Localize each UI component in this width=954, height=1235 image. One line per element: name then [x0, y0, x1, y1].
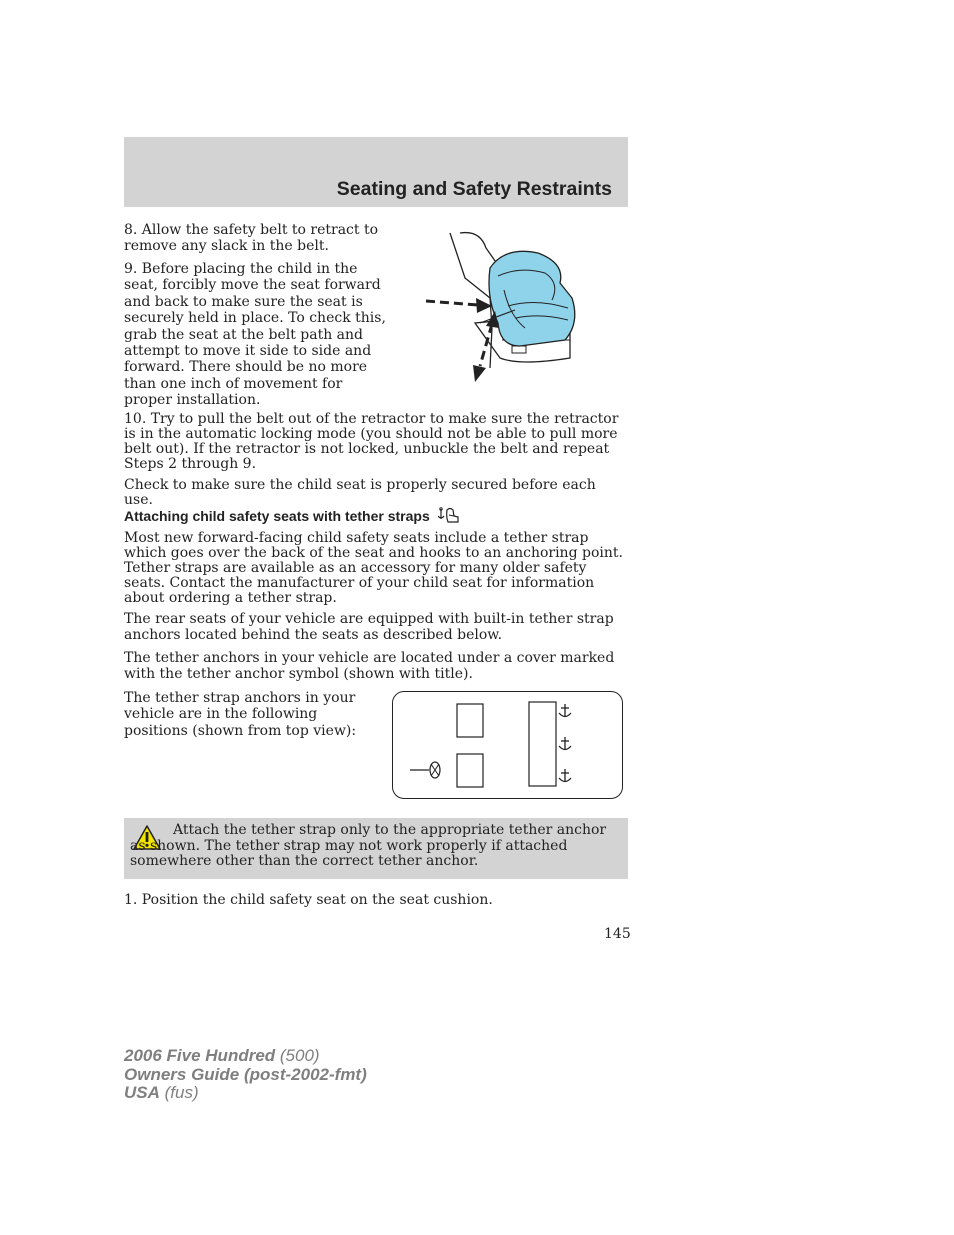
- warning-text: Attach the tether strap only to the appropriate tether anchor as shown. The tether strap may not work properly if attached somewhere other than the correct tether anchor.: [130, 822, 607, 870]
- anchor-icon-top: [559, 704, 571, 717]
- tether-heading-text: Attaching child safety seats with tether straps: [124, 508, 430, 524]
- anchor-diagram-drawing: [393, 692, 622, 798]
- page-title: Seating and Safety Restraints: [336, 178, 612, 200]
- step-8-text: 8. Allow the safety belt to retract to remove any slack in the belt.: [124, 222, 379, 255]
- step-10-text: 10. Try to pull the belt out of the retractor to make sure the retractor is in the automatic locking mode (you should not be able to pull more belt out). If the retractor is not locked, unbuckle the belt and repeat Steps 2 through 9.: [124, 411, 619, 472]
- tether-anchor-diagram: [392, 691, 623, 799]
- footer-guide: Owners Guide (post-2002-fmt): [124, 1064, 367, 1084]
- step-1-text: 1. Position the child safety seat on the seat cushion.: [124, 892, 493, 908]
- anchor-icon-middle: [559, 737, 571, 750]
- footer-line-3: [124, 1084, 367, 1103]
- front-seat-right: [457, 704, 483, 737]
- warning-box: [124, 818, 628, 879]
- tether-paragraph-3: The tether anchors in your vehicle are located under a cover marked with the tether anchor symbol (shown with title).: [124, 650, 615, 682]
- footer-document-info: [124, 1047, 367, 1103]
- front-seat-left: [457, 754, 483, 787]
- footer-line-1: [124, 1047, 367, 1066]
- footer-market-code: (fus): [159, 1083, 199, 1102]
- tether-heading: [124, 507, 460, 524]
- footer-market: USA: [124, 1083, 160, 1102]
- check-text: Check to make sure the child seat is properly secured before each use.: [124, 477, 596, 508]
- footer-line-2: [124, 1066, 367, 1085]
- tether-paragraph-1: Most new forward-facing child safety seats include a tether strap which goes over the back of the seat and hooks to an anchoring point. Tether straps are available as an accessory for many older safety seats. Contact the manufacturer of your child seat for information about ordering a tether strap.: [124, 530, 623, 606]
- anchor-icon-bottom: [559, 769, 571, 782]
- footer-model-code: (500): [275, 1046, 320, 1065]
- tether-paragraph-2: The rear seats of your vehicle are equipped with built-in tether strap anchors located behind the seats as described below.: [124, 611, 614, 644]
- page-number: 145: [604, 926, 631, 942]
- child-seat-illustration: [420, 228, 585, 388]
- step-9-text: 9. Before placing the child in the seat, forcibly move the seat forward and back to make sure the seat is securely held in place. To check this, grab the seat at the belt path and attempt to move it side to side and forward. There should be no more than one inch of movement for proper installation.: [124, 261, 386, 409]
- child-seat-anchor-icon: [438, 507, 460, 524]
- header-band: [124, 137, 628, 207]
- tether-paragraph-4: The tether strap anchors in your vehicle are in the following positions (shown from top view):: [124, 690, 357, 739]
- footer-model: 2006 Five Hundred: [124, 1046, 276, 1065]
- rear-bench-seat: [529, 702, 556, 786]
